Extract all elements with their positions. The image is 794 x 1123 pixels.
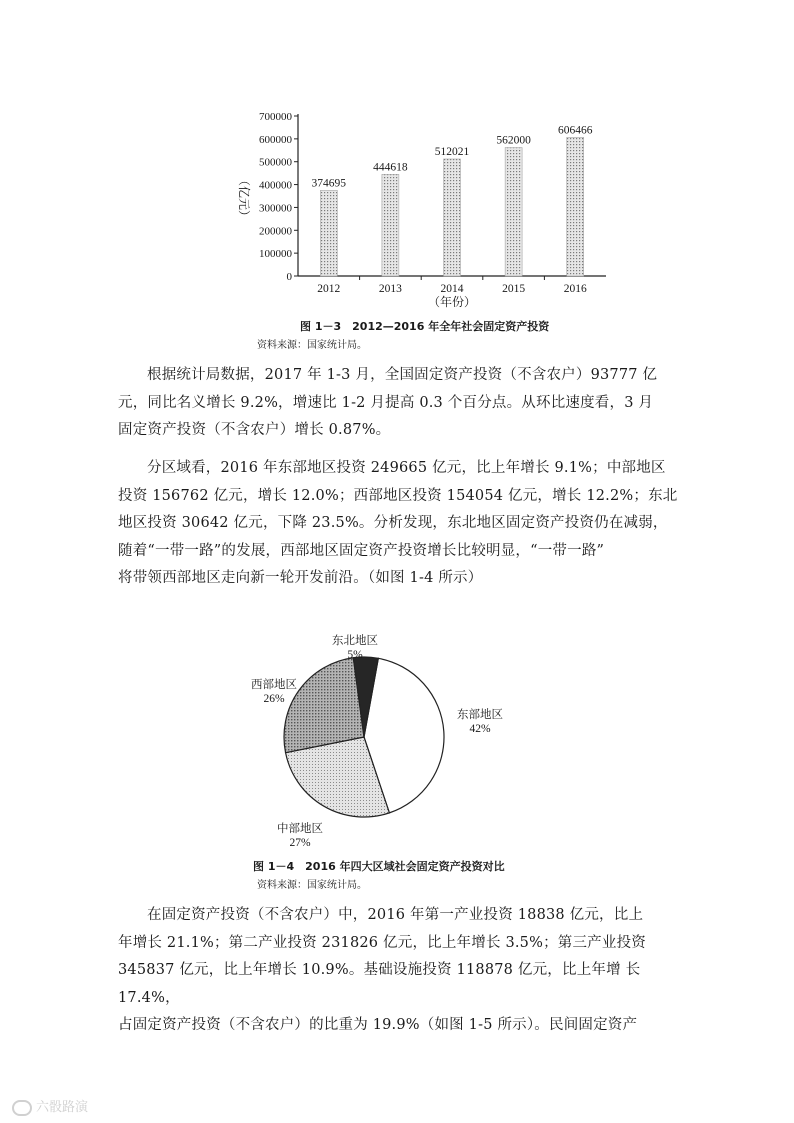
pie-figure-caption: 图 1－4 2016 年四大区域社会固定资产投资对比	[253, 860, 505, 873]
text-line: 随着“一带一路”的发展，西部地区固定资产投资增长比较明显，“一带一路”	[118, 542, 605, 559]
text-line: 固定资产投资（不含农户）增长 0.87%。	[118, 422, 391, 438]
bar-chart	[0, 0, 794, 320]
bar-figure-source: 资料来源：国家统计局。	[257, 340, 367, 351]
y-tick-label: 400000	[259, 179, 292, 192]
text-line: 将带领西部地区走向新一轮开发前沿。（如图 1-4 所示）	[118, 570, 483, 586]
y-tick-label: 100000	[259, 248, 292, 261]
bar	[567, 137, 584, 276]
pie-slices	[284, 657, 444, 817]
bar	[444, 159, 461, 276]
x-category-labels	[317, 276, 587, 295]
text-line: 345837 亿元，比上年增长 10.9%。基础设施投资 118878 亿元，比上年增 长 17.4%，	[118, 962, 641, 1006]
y-ticks	[259, 111, 298, 283]
y-tick-label: 600000	[259, 133, 292, 146]
pie-slice-percent: 26%	[263, 693, 285, 705]
text-line: 年增长 21.1%；第二产业投资 231826 亿元，比上年增长 3.5%；第三产业投资	[118, 934, 646, 951]
bar-value-label: 512021	[434, 145, 470, 158]
y-tick-label: 300000	[259, 202, 292, 215]
y-tick-label: 200000	[259, 225, 292, 238]
svg-text:（亿元）: （亿元）	[237, 173, 251, 223]
bar	[505, 148, 522, 276]
y-tick-label: 0	[286, 271, 292, 283]
pie-chart	[0, 620, 794, 880]
text-line: 根据统计局数据，2017 年 1-3 月，全国固定资产投资（不含农户）93777 亿	[147, 367, 658, 383]
bar	[320, 190, 337, 276]
text-line: 分区域看，2016 年东部地区投资 249665 亿元，比上年增长 9.1%；中部地区	[147, 460, 666, 476]
y-axis-label	[237, 174, 251, 222]
watermark-logo-icon	[12, 1100, 32, 1116]
bar-figure-caption: 图 1－3 2012—2016 年全年社会固定资产投资	[300, 320, 550, 333]
text-line: 在固定资产投资（不含农户）中，2016 年第一产业投资 18838 亿元，比上	[147, 907, 644, 923]
bar-value-label: 444618	[373, 161, 408, 174]
pie-slice-percent: 5%	[347, 649, 363, 661]
paragraph-3	[118, 902, 698, 1040]
text-line: 投资 156762 亿元，增长 12.0%；西部地区投资 154054 亿元，增长 12.2%；东北	[118, 487, 678, 504]
paragraph-1	[118, 362, 698, 445]
text-line: 地区投资 30642 亿元，下降 23.5%。分析发现，东北地区固定资产投资仍在减弱，	[118, 515, 668, 531]
text-line: 元，同比名义增长 9.2%，增速比 1-2 月提高 0.3 个百分点。从环比速度看，3 月	[118, 394, 654, 411]
bar	[382, 174, 399, 276]
bar-value-label: 562000	[496, 134, 531, 147]
pie-slice-name: 西部地区	[251, 679, 297, 691]
paragraph-2	[118, 455, 698, 593]
bar-value-label: 374695	[311, 177, 347, 190]
pie-slice-percent: 27%	[289, 837, 311, 849]
pie-slice-name: 中部地区	[277, 823, 323, 835]
bar-value-label: 606466	[557, 124, 593, 137]
bars	[320, 134, 583, 276]
pie-slice-name: 东部地区	[457, 709, 503, 721]
x-tick-label: 2012	[317, 283, 341, 295]
y-tick-label: 500000	[259, 156, 292, 169]
pie-figure-source: 资料来源：国家统计局。	[257, 880, 367, 891]
pie-slice-name: 东北地区	[332, 635, 378, 647]
x-tick-label: 2016	[563, 283, 587, 295]
x-tick-label: 2014	[440, 283, 464, 295]
pie-slice-percent: 42%	[469, 723, 491, 735]
x-axis-label: （年份）	[427, 295, 477, 309]
text-line: 占固定资产投资（不含农户）的比重为 19.9%（如图 1-5 所示）。民间固定资产	[118, 1017, 638, 1033]
watermark-text: 六骰路演	[36, 1100, 89, 1115]
pie-slice	[284, 658, 364, 753]
x-tick-label: 2015	[502, 283, 526, 295]
watermark	[12, 1096, 88, 1116]
x-tick-label: 2013	[378, 283, 402, 295]
y-tick-label: 700000	[259, 111, 292, 123]
